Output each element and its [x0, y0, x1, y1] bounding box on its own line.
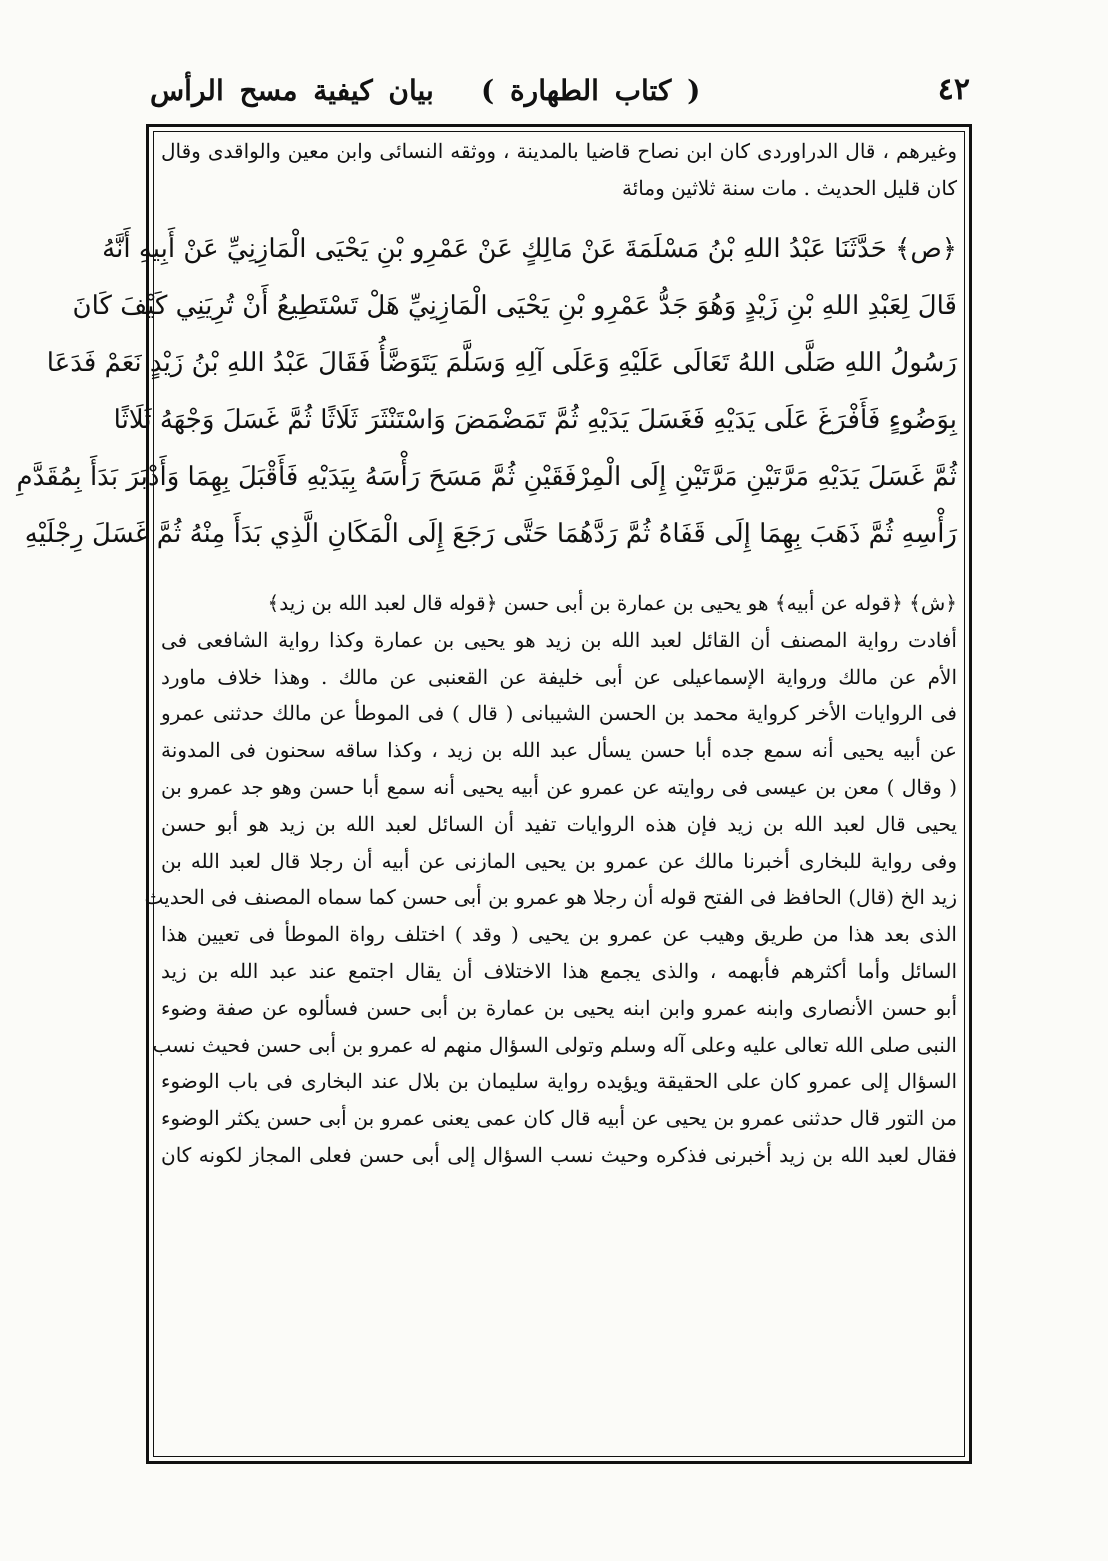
text-line: وغيرهم ، قال الدراوردى كان ابن نصاح قاضيا بالمدينة ، ووثقه النسائى وابن معين والواقدى وقال: [161, 139, 958, 163]
commentary-line: ﴿ش﴾ ﴿قوله عن أبيه﴾ هو يحيى بن عمارة بن أبى حسن ﴿قوله قال لعبد الله بن زيد﴾: [267, 591, 957, 615]
commentary-line: فى الروايات الأخر كرواية محمد بن الحسن الشيبانى ( قال ) فى الموطأ عن مالك حدثنى عمرو: [161, 701, 957, 726]
page-body: [16, 133, 958, 1174]
commentary-line: الأم عن مالك ورواية الإسماعيلى عن أبى خليفة عن القعنبى عن مالك . وهذا خلاف ماورد: [161, 664, 957, 689]
page-header: [150, 70, 970, 120]
commentary-line: عن أبيه يحيى أنه سمع جده أبا حسن يسأل عبد الله بن زيد ، وكذا ساقه سحنون فى المدونة: [161, 738, 957, 763]
chapter-title: بيان كيفية مسح الرأس: [150, 74, 434, 107]
hadith-line: ثُمَّ غَسَلَ يَدَيْهِ مَرَّتَيْنِ مَرَّتَيْنِ إِلَى الْمِرْفَقَيْنِ ثُمَّ مَسَحَ رَأْسَهُ بِيَدَيْهِ فَأَقْبَلَ بِهِمَا وَأَدْبَرَ بَدَأَ بِمُقَدَّمِ: [16, 462, 957, 492]
commentary-line: السائل وأما أكثرهم فأبهمه ، والذى يجمع هذا الاختلاف أن يقال اجتمع عند عبد الله بن زيد: [161, 958, 957, 983]
commentary-line: من التور قال حدثنى عمرو بن يحيى عن أبيه قال كان عمى يعنى عمرو بن أبى حسن يكثر الوضوء: [161, 1106, 957, 1131]
running-title: [150, 74, 860, 107]
commentary-line: أفادت رواية المصنف أن القائل لعبد الله بن زيد هو يحيى بن عمارة وكذا رواية الشافعى فى: [161, 627, 957, 652]
commentary-line: النبى صلى الله تعالى عليه وعلى آله وسلم وتولى السؤال منهم له عمرو بن أبى حسن فحيث نسب: [152, 1032, 957, 1057]
page-number: ٤٢: [937, 72, 970, 107]
hadith-text: [16, 221, 957, 563]
hadith-line: رَأْسِهِ ثُمَّ ذَهَبَ بِهِمَا إِلَى قَفَاهُ ثُمَّ رَدَّهُمَا حَتَّى رَجَعَ إِلَى الْمَكَانِ الَّذِي بَدَأَ مِنْهُ ثُمَّ غَسَلَ رِجْلَيْهِ: [24, 519, 957, 549]
hadith-line: بِوَضُوءٍ فَأَفْرَغَ عَلَى يَدَيْهِ فَغَسَلَ يَدَيْهِ ثُمَّ تَمَضْمَضَ وَاسْتَنْثَرَ ثَلَاثًا ثُمَّ غَسَلَ وَجْهَهُ ثَلَاثًا: [113, 405, 957, 435]
hadith-line: رَسُولُ اللهِ صَلَّى اللهُ تَعَالَى عَلَيْهِ وَعَلَى آلِهِ وَسَلَّمَ يَتَوَضَّأُ فَقَالَ عَبْدُ اللهِ بْنُ زَيْدٍ نَعَمْ فَدَعَا: [46, 348, 957, 378]
hadith-line: ﴿ص﴾ حَدَّثَنَا عَبْدُ اللهِ بْنُ مَسْلَمَةَ عَنْ مَالِكٍ عَنْ عَمْرِو بْنِ يَحْيَى الْمَازِنِيِّ عَنْ أَبِيهِ أَنَّهُ: [102, 234, 957, 264]
text-line: كان قليل الحديث . مات سنة ثلاثين ومائة: [621, 176, 957, 200]
commentary-line: ( وقال ) معن بن عيسى فى روايته عن عمرو عن أبيه يحيى أنه سمع أبا حسن وهو جد عمرو بن: [161, 774, 957, 799]
commentary-line: أبو حسن الأنصارى وابنه عمرو وابن ابنه يحيى بن عمارة بن أبى حسن فسألوه عن صفة وضوء: [161, 995, 957, 1020]
hadith-line: قَالَ لِعَبْدِ اللهِ بْنِ زَيْدٍ وَهُوَ جَدُّ عَمْرِو بْنِ يَحْيَى الْمَازِنِيِّ هَلْ تَسْتَطِيعُ أَنْ تُرِيَنِي كَيْفَ كَانَ: [72, 291, 957, 321]
page-frame: [16, 124, 972, 1464]
commentary-line: وفى رواية للبخارى أخبرنا مالك عن عمرو بن يحيى المازنى عن أبيه أن رجلا قال لعبد الله بن: [161, 848, 957, 873]
commentary-line: فقال لعبد الله بن زيد أخبرنى فذكره وحيث نسب السؤال إلى أبى حسن فعلى المجاز لكونه كان: [161, 1142, 957, 1167]
book-title: ( كتاب الطهارة ): [481, 74, 701, 107]
intro-paragraph: [161, 133, 957, 207]
commentary-line: يحيى قال لعبد الله بن زيد فإن هذه الروايات تفيد أن السائل لعبد الله بن زيد هو أبو حسن: [161, 811, 957, 836]
commentary-line: زيد الخ (قال) الحافظ فى الفتح قوله أن رجلا هو عمرو بن أبى حسن كما سماه المصنف فى الحديث: [144, 885, 957, 910]
commentary-text: [144, 585, 958, 1174]
commentary-line: الذى بعد هذا من طريق وهيب عن عمرو بن يحيى ( وقد ) اختلف رواة الموطأ فى تعيين هذا: [161, 922, 957, 947]
commentary-line: السؤال إلى عمرو كان على الحقيقة ويؤيده رواية سليمان بن بلال عند البخارى فى باب الوضوء: [161, 1069, 958, 1094]
